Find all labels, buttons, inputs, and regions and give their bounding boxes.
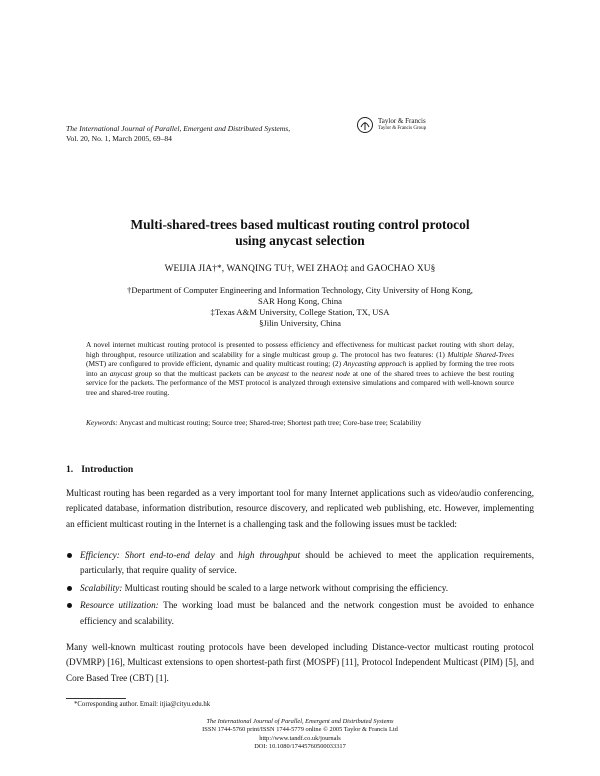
abstract-text: (MST) are configured to provide efficient, dynamic and quality multicast routing; (2) <box>86 359 344 369</box>
title-line-1: Multi-shared-trees based multicast routing control protocol <box>130 217 470 232</box>
abstract-italic: g <box>332 349 337 359</box>
affiliation-line: SAR Hong Kong, China <box>257 296 343 306</box>
bullet-text: Multicast routing should be scaled to a large network without comprising the efficiency. <box>122 582 449 593</box>
affiliations <box>60 285 540 329</box>
section-heading <box>66 464 133 475</box>
footer-doi: DOI: 10.1080/17445760500033317 <box>254 743 346 751</box>
abstract-italic: nearest node <box>311 368 351 378</box>
abstract-italic: anycast <box>266 368 289 378</box>
list-item <box>66 581 534 596</box>
bullet-text: The working load must be balanced and the network congestion must be avoided to enhance efficiency and scalability. <box>80 600 534 626</box>
bullet-icon <box>67 586 72 591</box>
bullet-icon <box>67 553 72 558</box>
affiliation-line: §Jilin University, China <box>259 318 341 328</box>
title-line-2: using anycast selection <box>235 233 365 248</box>
bullet-text: and <box>214 550 239 560</box>
list-item <box>66 548 534 579</box>
page-footer <box>60 718 540 752</box>
bullet-lead: Scalability: <box>80 582 123 593</box>
footer-journal: The International Journal of Parallel, Emergent and Distributed Systems <box>206 718 394 725</box>
author-list: WEIJIA JIA†*, WANQING TU†, WEI ZHAO‡ and GAOCHAO XU§ <box>164 264 436 274</box>
bullet-icon <box>67 603 72 608</box>
publisher-logo-text <box>378 117 426 133</box>
keywords-text: Anycast and multicast routing; Source tree; Shared-tree; Shortest path tree; Core-base tree; Scalability <box>117 418 422 427</box>
section-number: 1. <box>66 464 74 475</box>
affiliation-line: ‡Texas A&M University, College Station, TX, USA <box>210 307 390 317</box>
body-paragraph: Multicast routing has been regarded as a very important tool for many Internet applications such as video/audio conferencing, replicated database, information distribution, resource discovery, and replicated web publishing, etc. However, implementing an efficient multicast routing in the Internet is a challenging task and the following issues must be tackled: <box>66 488 534 529</box>
abstract-text: to the <box>288 368 312 378</box>
footnote-divider <box>66 698 126 699</box>
publisher-name: Taylor & Francis <box>378 117 426 125</box>
abstract-text: A novel internet multicast routing protocol is presented to possess efficiency and effectiveness for multicast packet routing with short delay, high throughput, resource utilization and scalability for a single multicast group <box>86 340 514 359</box>
footer-url: http://www.tandf.co.uk/journals <box>259 734 341 742</box>
section-title: Introduction <box>81 464 134 475</box>
affiliation-line: †Department of Computer Engineering and Information Technology, City University of Hong Kong, <box>127 285 473 295</box>
abstract-text: at one of the shared trees to achieve the best routing service for the packets. The performance of the MST protocol is analyzed through extensive simulations and compared with well-known source tree and shared-tree routing. <box>86 368 514 397</box>
publisher-group: Taylor & Francis Group <box>378 126 427 131</box>
bullet-text: should be achieved to meet the application requirements, particularly, that require quality of service. <box>80 550 535 576</box>
body-paragraph: Many well-known multicast routing protocols have been developed including Distance-vector multicast routing protocol (DVMRP) [16], Multicast extensions to open shortest-path first (MOSPF) [11], Protocol Independent Multicast (PIM) [5], and Core Based Tree (CBT) [1]. <box>66 642 534 683</box>
issue-list <box>66 548 534 631</box>
paper-title <box>60 217 540 249</box>
footnote: *Corresponding author. Email: itjia@cityu.edu.hk <box>74 701 211 708</box>
journal-name: The International Journal of Parallel, Emergent and Distributed Systems, <box>66 124 291 133</box>
abstract-italic: Anycasting approach <box>343 359 407 369</box>
publisher-logo <box>356 116 436 136</box>
bullet-lead: Resource utilization: <box>80 600 159 611</box>
journal-volume: Vol. 20, No. 1, March 2005, 69–84 <box>66 134 172 143</box>
journal-header <box>66 124 290 144</box>
keywords-label: Keywords: <box>86 418 118 427</box>
abstract <box>86 340 514 398</box>
abstract-italic: anycast <box>109 368 133 378</box>
bullet-lead: high throughput <box>238 550 301 560</box>
footer-issn: ISSN 1744-5760 print/ISSN 1744-5779 online © 2005 Taylor & Francis Ltd <box>202 726 398 734</box>
abstract-italic: Multiple Shared-Trees <box>447 349 514 359</box>
abstract-text: is applied by forming the tree roots into an <box>86 359 514 378</box>
publisher-logo-icon <box>356 116 374 134</box>
bullet-lead: Efficiency: Short end-to-end delay <box>80 550 215 560</box>
keywords <box>86 418 514 428</box>
list-item <box>66 598 534 629</box>
abstract-text: . The protocol has two features: (1) <box>336 349 448 359</box>
abstract-text: group so that the multicast packets can be <box>132 368 267 378</box>
